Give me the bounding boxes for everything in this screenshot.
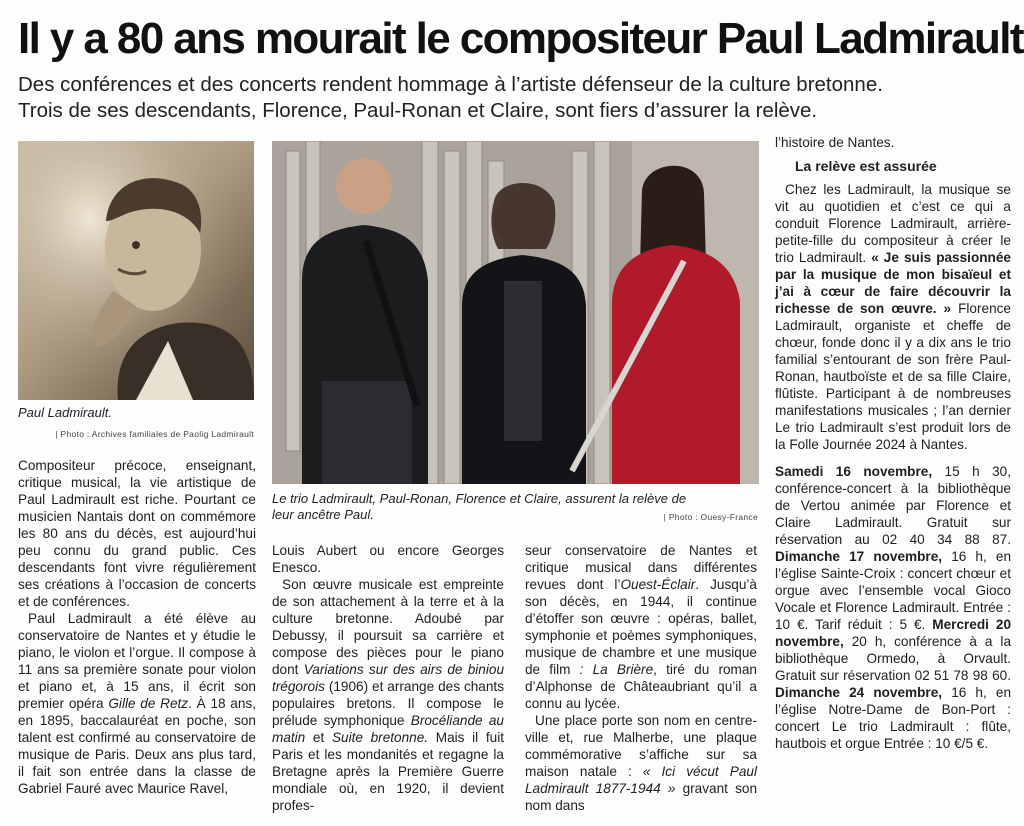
trio-photo <box>272 141 759 484</box>
text-run: Mais il fuit Paris et les mondanités et regagne la Bretagne après la Première Guerre mondiale où, en 1920, il devient profes- <box>272 730 504 813</box>
paragraph: Louis Aubert ou encore Georges Enesco. <box>272 543 504 575</box>
portrait-credit: | Photo : Archives familiales de Paolig Ladmirault <box>55 429 254 439</box>
event-details: 15 h 30, conférence-concert à la bibliothèque de Vertou animée par Florence et Claire Ladmirault. Gratuit sur réservation au 02 40 34 88 87. <box>775 464 1011 547</box>
paragraph <box>525 712 757 814</box>
text-run: . Jusqu’à son décès, en 1944, il continue d’étoffer son œuvre : opéras, ballet, symphonie et poèmes symphoniques, musique de chambre et une musique de film <box>525 577 757 677</box>
event-details: 16 h, en l’église Sainte-Croix : concert chœur et orgue avec l’ensemble vocal Gioco Vocale et Florence Ladmirault. Entrée : 10 €. Tarif réduit : 5 €. <box>775 549 1011 632</box>
event-date: Samedi 16 novembre, <box>775 464 933 479</box>
text-run: Chez les Ladmirault, la musique se vit au quotidien et c’est ce qui a conduit Florence Ladmirault, arrière-petite-fille du compositeur à créer le trio Ladmirault. <box>775 182 1011 265</box>
text-run: Paul Ladmirault a été élève au conservatoire de Nantes et y étudie le piano, le violon et l’orgue. Il compose à 11 ans sa première sonate pour violon et piano et, à 15 ans, il écrit son premier opéra <box>18 611 256 711</box>
work-title: Variations sur des airs de biniou trégorois <box>272 662 505 694</box>
event-date: Dimanche 24 novembre, <box>775 685 943 700</box>
paragraph: Compositeur précoce, enseignant, critique musical, la vie artistique de Paul Ladmirault est riche. Pourtant ce musicien Nantais dont on commémore les 80 ans du décès, est aujourd’hui peu connu du grand public. Ces descendants font vivre régulièrement ses créations à l’occasion de concerts et de conférences. <box>18 458 256 609</box>
paragraph <box>272 576 504 814</box>
paragraph <box>18 610 256 797</box>
headline: Il y a 80 ans mourait le compositeur Paul Ladmirault <box>18 14 1023 63</box>
portrait-illustration <box>18 141 254 400</box>
plaque-quote: « Ici vécut Paul Ladmirault 1877-1944 » <box>525 764 757 796</box>
paragraph: l’histoire de Nantes. <box>775 135 895 150</box>
text-run: . À 18 ans, en 1895, baccalauréat en poche, son talent est confirmé au conservatoire de musique de Paris. Deux ans plus tard, il fait son entrée dans la classe de Gabriel Fauré avec Maurice Ravel, <box>18 696 256 796</box>
text-run: gravant son nom dans <box>525 781 757 813</box>
trio-credit: | Photo : Ouesy-France <box>663 512 758 522</box>
text-run: , tiré du roman d’Alphonse de Châteaubriant qu’il a connu au lycée. <box>525 662 757 711</box>
event-date: Dimanche 17 novembre, <box>775 549 943 564</box>
portrait-caption: Paul Ladmirault. <box>18 405 112 420</box>
text-run: seur conservatoire de Nantes et critique musical dans différentes revues dont l’ <box>525 543 757 592</box>
film-title: : La Brière <box>579 662 654 677</box>
paragraph <box>525 542 757 712</box>
event-date: Mercredi 20 novembre, <box>775 617 1012 649</box>
text-run: Une place porte son nom en centre-ville et, rue Malherbe, une plaque commémorative s’affiche sur sa maison natale : <box>525 713 757 779</box>
pull-quote: « Je suis passionnée par la musique de mon bisaïeul et j’ai à cœur de faire découvrir la richesse de son œuvre. » <box>775 250 1011 316</box>
text-run: Son œuvre musicale est empreinte de son attachement à la terre et à la culture bretonne. Adoubé par Debussy, il poursuit sa carrière et compose des pièces pour le piano dont <box>272 577 504 677</box>
work-title: Suite bretonne. <box>331 730 429 745</box>
text-run: (1906) et arrange des chants populaires bretons. Il compose le prélude symphonique <box>272 679 504 728</box>
article-column-4 <box>775 134 1011 752</box>
paragraph <box>775 181 1011 453</box>
standfirst-line-2: Trois de ses descendants, Florence, Paul-Ronan et Claire, sont fiers d’assurer la relève. <box>18 99 818 122</box>
article-column-2 <box>272 542 504 814</box>
text-run: Florence Ladmirault, organiste et cheffe de chœur, fonde donc il y a dix ans le trio familial s’entourant de son frère Paul-Ronan, hautboïste et de sa fille Claire, flûtiste. Participant à de nombreuses manifestations musicales ; l’an dernier Le trio Ladmirault s’est produit lors de la Folle Journée 2024 à Nantes. <box>775 301 1011 452</box>
trio-illustration <box>272 141 759 484</box>
article-column-3 <box>525 542 757 814</box>
text-run: et <box>305 730 332 745</box>
work-title: Brocéliande au matin <box>272 713 504 745</box>
agenda <box>775 463 1011 752</box>
standfirst-line-1: Des conférences et des concerts rendent hommage à l’artiste défenseur de la culture bretonne. <box>18 73 883 96</box>
trio-caption: Le trio Ladmirault, Paul-Ronan, Florence et Claire, assurent la relève de leur ancêtre Paul. <box>272 491 687 522</box>
portrait-photo <box>18 141 254 400</box>
standfirst <box>18 72 1008 124</box>
subheading: La relève est assurée <box>795 158 937 174</box>
newspaper-title: Ouest-Éclair <box>620 577 696 592</box>
work-title: Gille de Retz <box>108 696 189 711</box>
event-details: 20 h, conférence à a la bibliothèque Ormedo, à Orvault. Gratuit sur réservation 02 51 78 98 60. <box>775 634 1011 683</box>
event-details: 16 h, en l’église Notre-Dame de Bon-Port : concert Le trio Ladmirault : flûte, hautbois et orgue Entrée : 10 €/5 €. <box>775 685 1011 751</box>
article-column-1 <box>18 457 256 797</box>
